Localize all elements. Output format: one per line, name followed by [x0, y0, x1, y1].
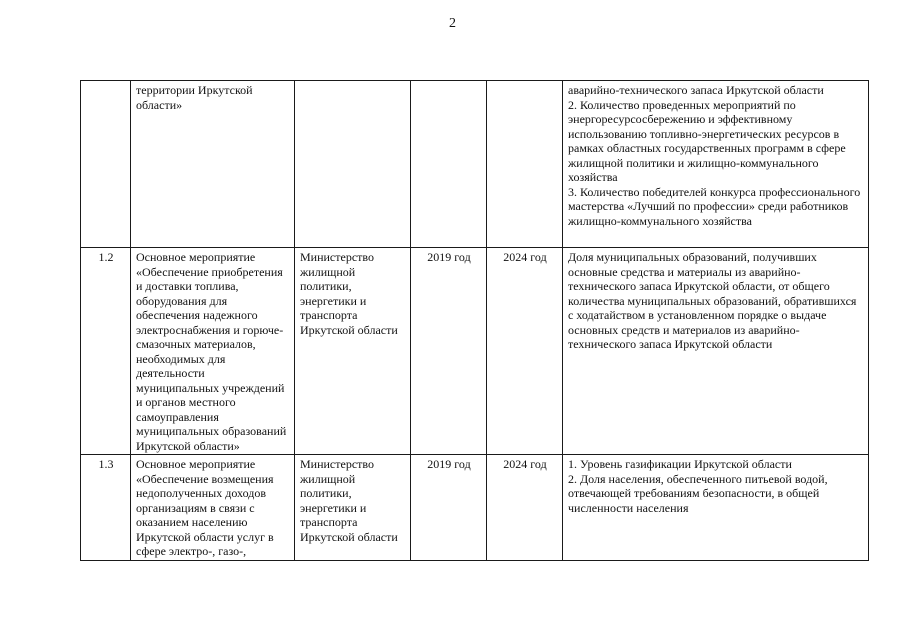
indicators-cell [563, 81, 869, 248]
row-number: 1.2 [81, 248, 131, 455]
executor: Министерство жилищной политики, энергетики и транспорта Иркутской области [295, 455, 411, 561]
indicators-cell [563, 248, 869, 455]
measure-title: Основное мероприятие «Обеспечение возмещения недополученных доходов организациям в связи с оказанием населению Иркутской области услуг в сфере электро-, газо-, [131, 455, 295, 561]
start-year [411, 81, 487, 248]
table-row [81, 248, 869, 455]
page-number: 2 [449, 16, 456, 31]
measure-title: территории Иркутской области» [131, 81, 295, 248]
row-number [81, 81, 131, 248]
indicator-item: 2. Количество проведенных мероприятий по энергоресурсосбережению и эффективному использованию топливно-энергетических ресурсов в рамках областных государственных программ в сфере жилищной политики и жилищно-коммунального хозяйства [568, 97, 846, 184]
measures-table [80, 80, 869, 561]
indicator-item: 3. Количество победителей конкурса профессионального мастерства «Лучший по профессии» среди работников жилищно-коммунального хозяйства [568, 184, 861, 228]
end-year [487, 81, 563, 248]
table-row [81, 455, 869, 561]
indicator-item: аварийно-технического запаса Иркутской области [568, 83, 824, 97]
table-row [81, 81, 869, 248]
indicator-item: Доля муниципальных образований, получивших основные средства и материалы из аварийно-технического запаса Иркутской области, от общего количества муниципальных образований, обратившихся с ходатайством в установленном порядке о выдаче основных средств и материалов из аварийно-технического запаса Иркутской области [568, 250, 857, 351]
row-number: 1.3 [81, 455, 131, 561]
indicator-item: 1. Уровень газификации Иркутской области [568, 457, 792, 471]
end-year: 2024 год [487, 248, 563, 455]
indicator-item: 2. Доля населения, обеспеченного питьевой водой, отвечающей требованиям безопасности, в общей численности населения [568, 471, 828, 515]
indicators-cell [563, 455, 869, 561]
end-year: 2024 год [487, 455, 563, 561]
measure-title: Основное мероприятие «Обеспечение приобретения и доставки топлива, оборудования для обеспечения надежного электроснабжения и горюче-смазочных материалов, необходимых для деятельности муниципальных учреждений и органов местного самоуправления муниципальных образований Иркутской области» [131, 248, 295, 455]
executor: Министерство жилищной политики, энергетики и транспорта Иркутской области [295, 248, 411, 455]
start-year: 2019 год [411, 455, 487, 561]
executor [295, 81, 411, 248]
start-year: 2019 год [411, 248, 487, 455]
